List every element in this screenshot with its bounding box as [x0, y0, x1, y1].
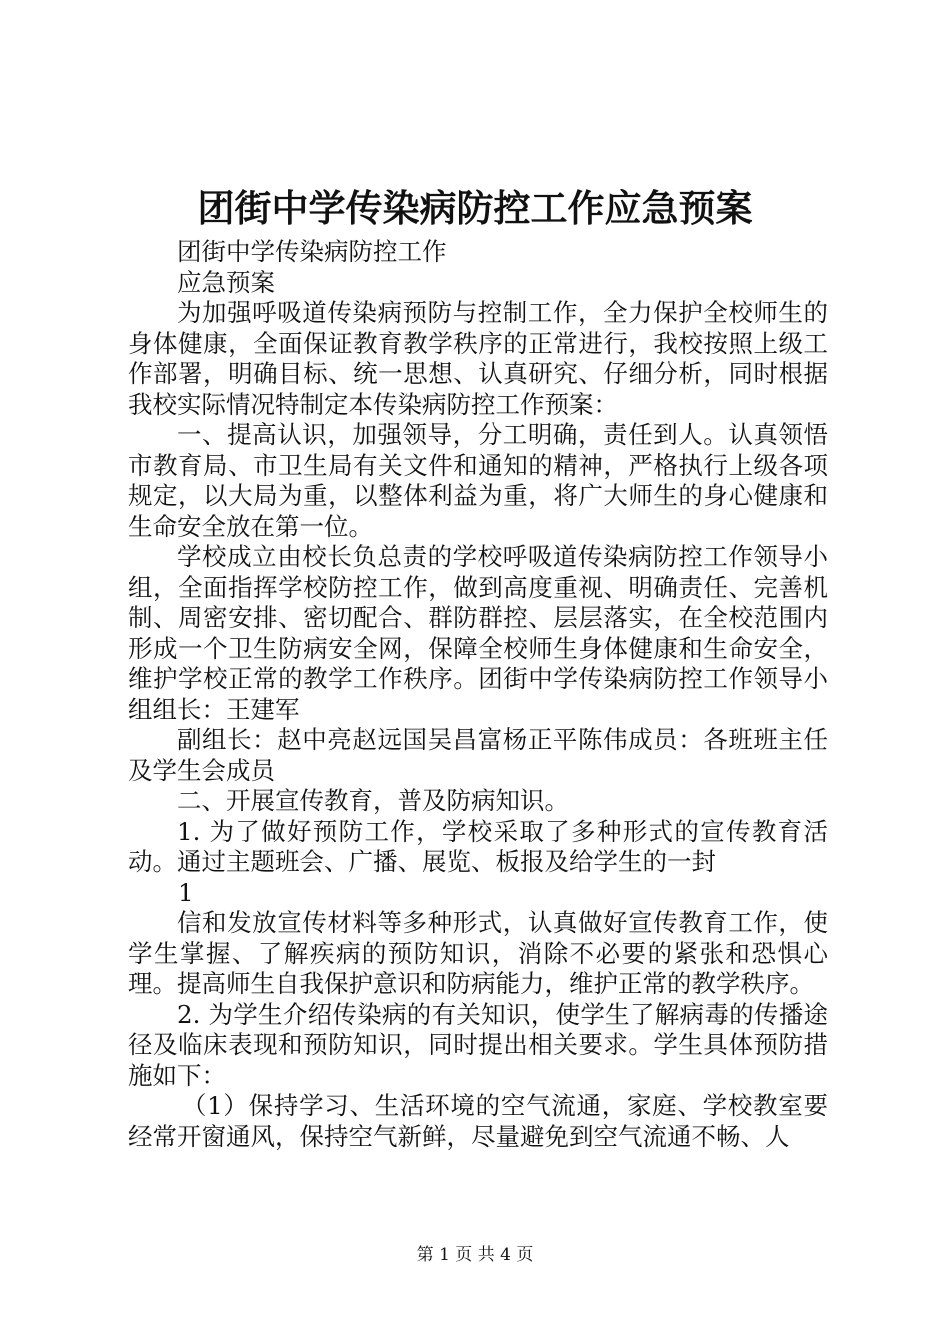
- subtitle-line-1: 团街中学传染病防控工作: [177, 237, 447, 266]
- section-one-paragraph: 一、提高认识，加强领导，分工明确，责任到人。认真领悟市教育局、市卫生局有关文件和通知的精神，严格执行上级各项规定，以大局为重，以整体利益为重，将广大师生的身心健康和生命安全放在第一位。: [128, 420, 828, 541]
- item-two-paragraph: 2. 为学生介绍传染病的有关知识，使学生了解病毒的传播途径及临床表现和预防知识，同时提出相关要求。学生具体预防措施如下：: [128, 999, 828, 1090]
- inline-page-number: 1: [178, 877, 194, 907]
- intro-paragraph: 为加强呼吸道传染病预防与控制工作，全力保护全校师生的身体健康，全面保证教育教学秩序的正常进行，我校按照上级工作部署，明确目标、统一思想、认真研究、仔细分析，同时根据我校实际情况特制定本传染病防控工作预案：: [128, 298, 828, 419]
- item-one-continued-paragraph: 信和发放宣传材料等多种形式，认真做好宣传教育工作，使学生掌握、了解疾病的预防知识，消除不必要的紧张和恐惧心理。提高师生自我保护意识和防病能力，维护正常的教学秩序。: [128, 908, 828, 998]
- subtitle-line-2: 应急预案: [177, 267, 275, 297]
- document-title: 团街中学传染病防控工作应急预案: [197, 186, 753, 230]
- deputy-leaders-paragraph: 副组长：赵中亮赵远国吴昌富杨正平陈伟成员：各班班主任及学生会成员: [128, 725, 828, 785]
- section-two-heading: 二、开展宣传教育，普及防病知识。: [177, 786, 569, 815]
- document-body: [128, 237, 828, 1152]
- page-footer: 第 1 页 共 4 页: [416, 1245, 534, 1265]
- leadership-group-paragraph: 学校成立由校长负总责的学校呼吸道传染病防控工作领导小组，全面指挥学校防控工作，做到高度重视、明确责任、完善机制、周密安排、密切配合、群防群控、层层落实，在全校范围内形成一个卫生防病安全网，保障全校师生身体健康和生命安全，维护学校正常的教学工作秩序。团街中学传染病防控工作领导小组组长：王建军: [128, 542, 828, 724]
- measure-one-paragraph: （1）保持学习、生活环境的空气流通，家庭、学校教室要经常开窗通风，保持空气新鲜，尽量避免到空气流通不畅、人: [128, 1091, 828, 1151]
- item-one-paragraph: 1. 为了做好预防工作，学校采取了多种形式的宣传教育活动。通过主题班会、广播、展览、板报及给学生的一封: [128, 816, 828, 876]
